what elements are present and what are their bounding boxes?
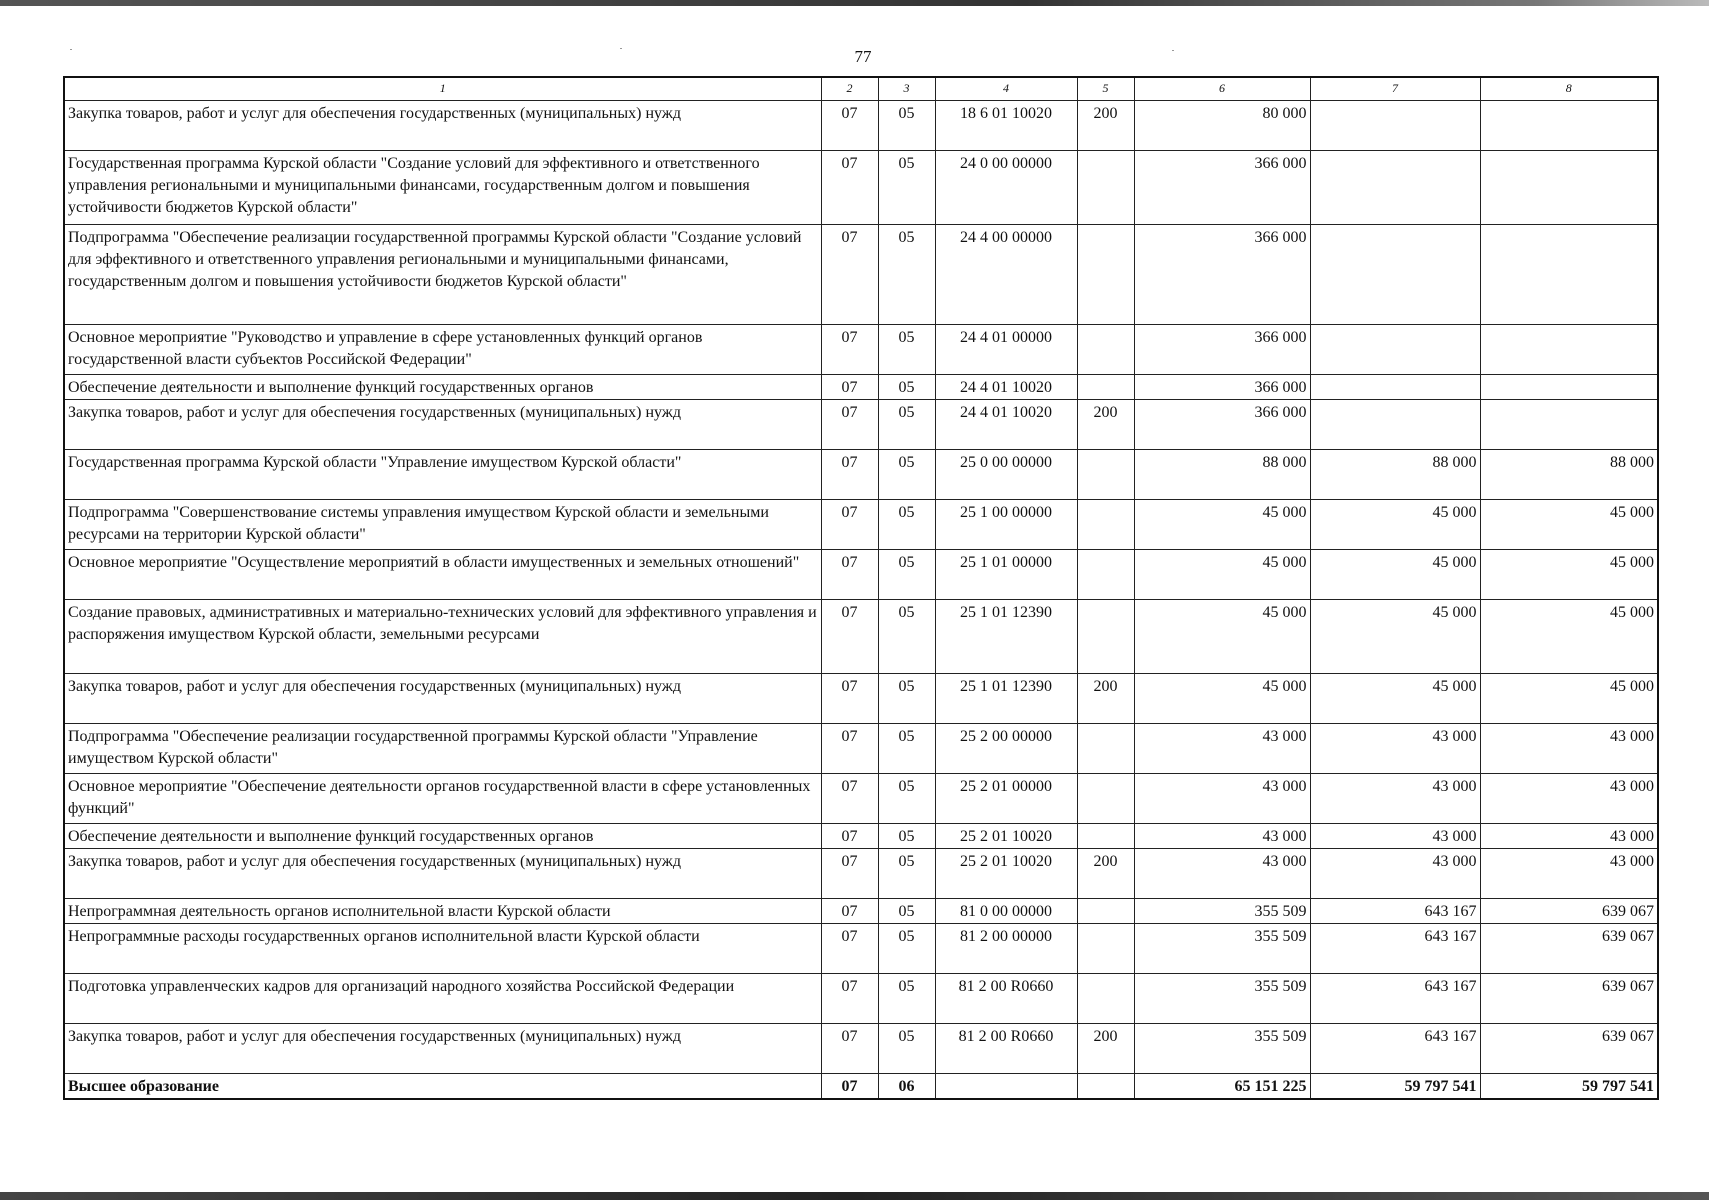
amount-cell-7	[1310, 150, 1480, 224]
section-code-cell: 07	[821, 923, 878, 973]
expense-type-cell	[1077, 823, 1134, 848]
amount-cell-7: 45 000	[1310, 599, 1480, 673]
target-article-cell: 18 6 01 10020	[935, 100, 1077, 150]
section-code-cell: 07	[821, 150, 878, 224]
budget-table	[63, 76, 1659, 1100]
page-number: 77	[854, 47, 872, 66]
table-row	[64, 973, 1658, 1023]
expense-type-cell	[1077, 1073, 1134, 1099]
amount-cell-6: 366 000	[1134, 224, 1310, 324]
expense-type-cell: 200	[1077, 399, 1134, 449]
table-row	[64, 673, 1658, 723]
amount-cell-6: 366 000	[1134, 374, 1310, 399]
table-row	[64, 324, 1658, 374]
amount-cell-8: 639 067	[1480, 1023, 1658, 1073]
amount-cell-6: 45 000	[1134, 549, 1310, 599]
target-article-cell: 81 2 00 R0660	[935, 1023, 1077, 1073]
expense-type-cell	[1077, 499, 1134, 549]
header-cell: 5	[1077, 77, 1134, 100]
amount-cell-6: 43 000	[1134, 848, 1310, 898]
subsection-code-cell: 05	[878, 1023, 935, 1073]
amount-cell-7: 43 000	[1310, 723, 1480, 773]
amount-cell-7: 43 000	[1310, 823, 1480, 848]
row-name-cell: Обеспечение деятельности и выполнение функций государственных органов	[64, 823, 821, 848]
header-cell: 6	[1134, 77, 1310, 100]
amount-cell-6: 366 000	[1134, 399, 1310, 449]
amount-cell-6: 366 000	[1134, 150, 1310, 224]
amount-cell-6: 45 000	[1134, 673, 1310, 723]
amount-cell-8: 639 067	[1480, 923, 1658, 973]
amount-cell-6: 355 509	[1134, 923, 1310, 973]
row-name-cell: Государственная программа Курской области "Создание условий для эффективного и ответственного управления региональными и муниципальными финансами, государственным долгом и повышения устойчивости бюджетов Курской области"	[64, 150, 821, 224]
table-row	[64, 374, 1658, 399]
row-name-cell: Создание правовых, административных и материально-технических условий для эффективного управления и распоряжения имуществом Курской области, земельными ресурсами	[64, 599, 821, 673]
subsection-code-cell: 05	[878, 973, 935, 1023]
table-row	[64, 773, 1658, 823]
section-code-cell: 07	[821, 1073, 878, 1099]
subsection-code-cell: 05	[878, 848, 935, 898]
target-article-cell: 24 4 00 00000	[935, 224, 1077, 324]
table-row	[64, 224, 1658, 324]
target-article-cell: 81 2 00 R0660	[935, 973, 1077, 1023]
section-code-cell: 07	[821, 848, 878, 898]
amount-cell-6: 43 000	[1134, 823, 1310, 848]
expense-type-cell	[1077, 973, 1134, 1023]
expense-type-cell	[1077, 324, 1134, 374]
expense-type-cell	[1077, 150, 1134, 224]
target-article-cell: 25 2 01 00000	[935, 773, 1077, 823]
amount-cell-7: 643 167	[1310, 973, 1480, 1023]
header-cell: 3	[878, 77, 935, 100]
amount-cell-6: 45 000	[1134, 499, 1310, 549]
section-code-cell: 07	[821, 100, 878, 150]
section-code-cell: 07	[821, 374, 878, 399]
row-name-cell: Высшее образование	[64, 1073, 821, 1099]
scan-speck	[620, 48, 622, 49]
amount-cell-6: 355 509	[1134, 1023, 1310, 1073]
subsection-code-cell: 05	[878, 449, 935, 499]
amount-cell-7: 643 167	[1310, 898, 1480, 923]
target-article-cell: 25 1 01 00000	[935, 549, 1077, 599]
amount-cell-8: 45 000	[1480, 673, 1658, 723]
subsection-code-cell: 05	[878, 549, 935, 599]
amount-cell-7: 45 000	[1310, 673, 1480, 723]
amount-cell-8	[1480, 100, 1658, 150]
section-code-cell: 07	[821, 773, 878, 823]
row-name-cell: Основное мероприятие "Обеспечение деятельности органов государственной власти в сфере установленных функций"	[64, 773, 821, 823]
header-cell: 2	[821, 77, 878, 100]
header-cell: 7	[1310, 77, 1480, 100]
target-article-cell	[935, 1073, 1077, 1099]
subsection-code-cell: 05	[878, 324, 935, 374]
amount-cell-7	[1310, 399, 1480, 449]
amount-cell-8: 43 000	[1480, 848, 1658, 898]
expense-type-cell	[1077, 773, 1134, 823]
amount-cell-7	[1310, 224, 1480, 324]
amount-cell-8	[1480, 324, 1658, 374]
amount-cell-7: 45 000	[1310, 499, 1480, 549]
subsection-code-cell: 05	[878, 723, 935, 773]
subsection-code-cell: 05	[878, 399, 935, 449]
scan-speck	[1172, 50, 1174, 51]
expense-type-cell: 200	[1077, 100, 1134, 150]
amount-cell-6: 355 509	[1134, 898, 1310, 923]
row-name-cell: Обеспечение деятельности и выполнение функций государственных органов	[64, 374, 821, 399]
header-cell: 8	[1480, 77, 1658, 100]
amount-cell-6: 355 509	[1134, 973, 1310, 1023]
amount-cell-8: 43 000	[1480, 823, 1658, 848]
amount-cell-8: 639 067	[1480, 973, 1658, 1023]
amount-cell-8: 45 000	[1480, 599, 1658, 673]
scan-edge-bottom	[0, 1192, 1709, 1200]
amount-cell-8: 43 000	[1480, 773, 1658, 823]
amount-cell-6: 88 000	[1134, 449, 1310, 499]
section-code-cell: 07	[821, 399, 878, 449]
amount-cell-6: 45 000	[1134, 599, 1310, 673]
row-name-cell: Основное мероприятие "Руководство и управление в сфере установленных функций органов государственной власти субъектов Российской Федерации"	[64, 324, 821, 374]
expense-type-cell	[1077, 923, 1134, 973]
target-article-cell: 25 0 00 00000	[935, 449, 1077, 499]
row-name-cell: Подпрограмма "Обеспечение реализации государственной программы Курской области "Управление имуществом Курской области"	[64, 723, 821, 773]
row-name-cell: Закупка товаров, работ и услуг для обеспечения государственных (муниципальных) нужд	[64, 100, 821, 150]
expense-type-cell: 200	[1077, 848, 1134, 898]
section-code-cell: 07	[821, 1023, 878, 1073]
expense-type-cell	[1077, 549, 1134, 599]
section-code-cell: 07	[821, 449, 878, 499]
row-name-cell: Закупка товаров, работ и услуг для обеспечения государственных (муниципальных) нужд	[64, 673, 821, 723]
header-cell: 1	[64, 77, 821, 100]
section-code-cell: 07	[821, 224, 878, 324]
amount-cell-6: 366 000	[1134, 324, 1310, 374]
target-article-cell: 81 2 00 00000	[935, 923, 1077, 973]
subsection-code-cell: 05	[878, 673, 935, 723]
amount-cell-8: 45 000	[1480, 549, 1658, 599]
target-article-cell: 24 4 01 10020	[935, 374, 1077, 399]
table-row	[64, 499, 1658, 549]
table-row	[64, 848, 1658, 898]
section-code-cell: 07	[821, 723, 878, 773]
subsection-code-cell: 05	[878, 599, 935, 673]
target-article-cell: 25 1 00 00000	[935, 499, 1077, 549]
amount-cell-7: 643 167	[1310, 923, 1480, 973]
amount-cell-6: 43 000	[1134, 773, 1310, 823]
amount-cell-6: 80 000	[1134, 100, 1310, 150]
amount-cell-8: 43 000	[1480, 723, 1658, 773]
amount-cell-8: 45 000	[1480, 499, 1658, 549]
table-row	[64, 100, 1658, 150]
subsection-code-cell: 06	[878, 1073, 935, 1099]
expense-type-cell	[1077, 449, 1134, 499]
amount-cell-6: 43 000	[1134, 723, 1310, 773]
amount-cell-6: 65 151 225	[1134, 1073, 1310, 1099]
target-article-cell: 25 1 01 12390	[935, 599, 1077, 673]
expense-type-cell	[1077, 723, 1134, 773]
target-article-cell: 81 0 00 00000	[935, 898, 1077, 923]
expense-type-cell	[1077, 599, 1134, 673]
subsection-code-cell: 05	[878, 823, 935, 848]
target-article-cell: 25 2 01 10020	[935, 848, 1077, 898]
amount-cell-8	[1480, 150, 1658, 224]
row-name-cell: Основное мероприятие "Осуществление мероприятий в области имущественных и земельных отношений"	[64, 549, 821, 599]
section-code-cell: 07	[821, 549, 878, 599]
amount-cell-8: 639 067	[1480, 898, 1658, 923]
table-row	[64, 1023, 1658, 1073]
amount-cell-8: 88 000	[1480, 449, 1658, 499]
amount-cell-7: 88 000	[1310, 449, 1480, 499]
table-header-row	[64, 77, 1658, 100]
subsection-code-cell: 05	[878, 150, 935, 224]
expense-type-cell	[1077, 374, 1134, 399]
subsection-code-cell: 05	[878, 898, 935, 923]
expense-type-cell: 200	[1077, 1023, 1134, 1073]
amount-cell-7: 59 797 541	[1310, 1073, 1480, 1099]
section-code-cell: 07	[821, 673, 878, 723]
subsection-code-cell: 05	[878, 499, 935, 549]
amount-cell-7	[1310, 324, 1480, 374]
target-article-cell: 24 4 01 10020	[935, 399, 1077, 449]
subsection-code-cell: 05	[878, 923, 935, 973]
section-code-cell: 07	[821, 599, 878, 673]
target-article-cell: 24 0 00 00000	[935, 150, 1077, 224]
section-code-cell: 07	[821, 898, 878, 923]
table-row	[64, 599, 1658, 673]
row-name-cell: Подпрограмма "Обеспечение реализации государственной программы Курской области "Создание условий для эффективного и ответственного управления региональными и муниципальными финансами, государственным долгом и повышения устойчивости бюджетов Курской области"	[64, 224, 821, 324]
section-code-cell: 07	[821, 499, 878, 549]
row-name-cell: Подготовка управленческих кадров для организаций народного хозяйства Российской Федерации	[64, 973, 821, 1023]
amount-cell-8	[1480, 399, 1658, 449]
row-name-cell: Непрограммные расходы государственных органов исполнительной власти Курской области	[64, 923, 821, 973]
target-article-cell: 24 4 01 00000	[935, 324, 1077, 374]
expense-type-cell	[1077, 898, 1134, 923]
target-article-cell: 25 2 01 10020	[935, 823, 1077, 848]
table-row	[64, 150, 1658, 224]
subsection-code-cell: 05	[878, 773, 935, 823]
amount-cell-7: 643 167	[1310, 1023, 1480, 1073]
amount-cell-7: 43 000	[1310, 773, 1480, 823]
row-name-cell: Государственная программа Курской области "Управление имуществом Курской области"	[64, 449, 821, 499]
subsection-code-cell: 05	[878, 100, 935, 150]
scan-speck	[70, 49, 72, 50]
amount-cell-8: 59 797 541	[1480, 1073, 1658, 1099]
amount-cell-7	[1310, 374, 1480, 399]
amount-cell-8	[1480, 224, 1658, 324]
target-article-cell: 25 1 01 12390	[935, 673, 1077, 723]
row-name-cell: Непрограммная деятельность органов исполнительной власти Курской области	[64, 898, 821, 923]
subsection-code-cell: 05	[878, 224, 935, 324]
row-name-cell: Закупка товаров, работ и услуг для обеспечения государственных (муниципальных) нужд	[64, 848, 821, 898]
table-row	[64, 1073, 1658, 1099]
section-code-cell: 07	[821, 973, 878, 1023]
table-row	[64, 923, 1658, 973]
table-row	[64, 723, 1658, 773]
row-name-cell: Закупка товаров, работ и услуг для обеспечения государственных (муниципальных) нужд	[64, 1023, 821, 1073]
section-code-cell: 07	[821, 823, 878, 848]
amount-cell-7	[1310, 100, 1480, 150]
table-row	[64, 823, 1658, 848]
amount-cell-7: 43 000	[1310, 848, 1480, 898]
scan-edge-top	[0, 0, 1709, 6]
subsection-code-cell: 05	[878, 374, 935, 399]
table-row	[64, 898, 1658, 923]
target-article-cell: 25 2 00 00000	[935, 723, 1077, 773]
header-cell: 4	[935, 77, 1077, 100]
amount-cell-7: 45 000	[1310, 549, 1480, 599]
table-row	[64, 449, 1658, 499]
expense-type-cell	[1077, 224, 1134, 324]
row-name-cell: Закупка товаров, работ и услуг для обеспечения государственных (муниципальных) нужд	[64, 399, 821, 449]
amount-cell-8	[1480, 374, 1658, 399]
section-code-cell: 07	[821, 324, 878, 374]
table-row	[64, 399, 1658, 449]
row-name-cell: Подпрограмма "Совершенствование системы управления имуществом Курской области и земельными ресурсами на территории Курской области"	[64, 499, 821, 549]
expense-type-cell: 200	[1077, 673, 1134, 723]
table-row	[64, 549, 1658, 599]
